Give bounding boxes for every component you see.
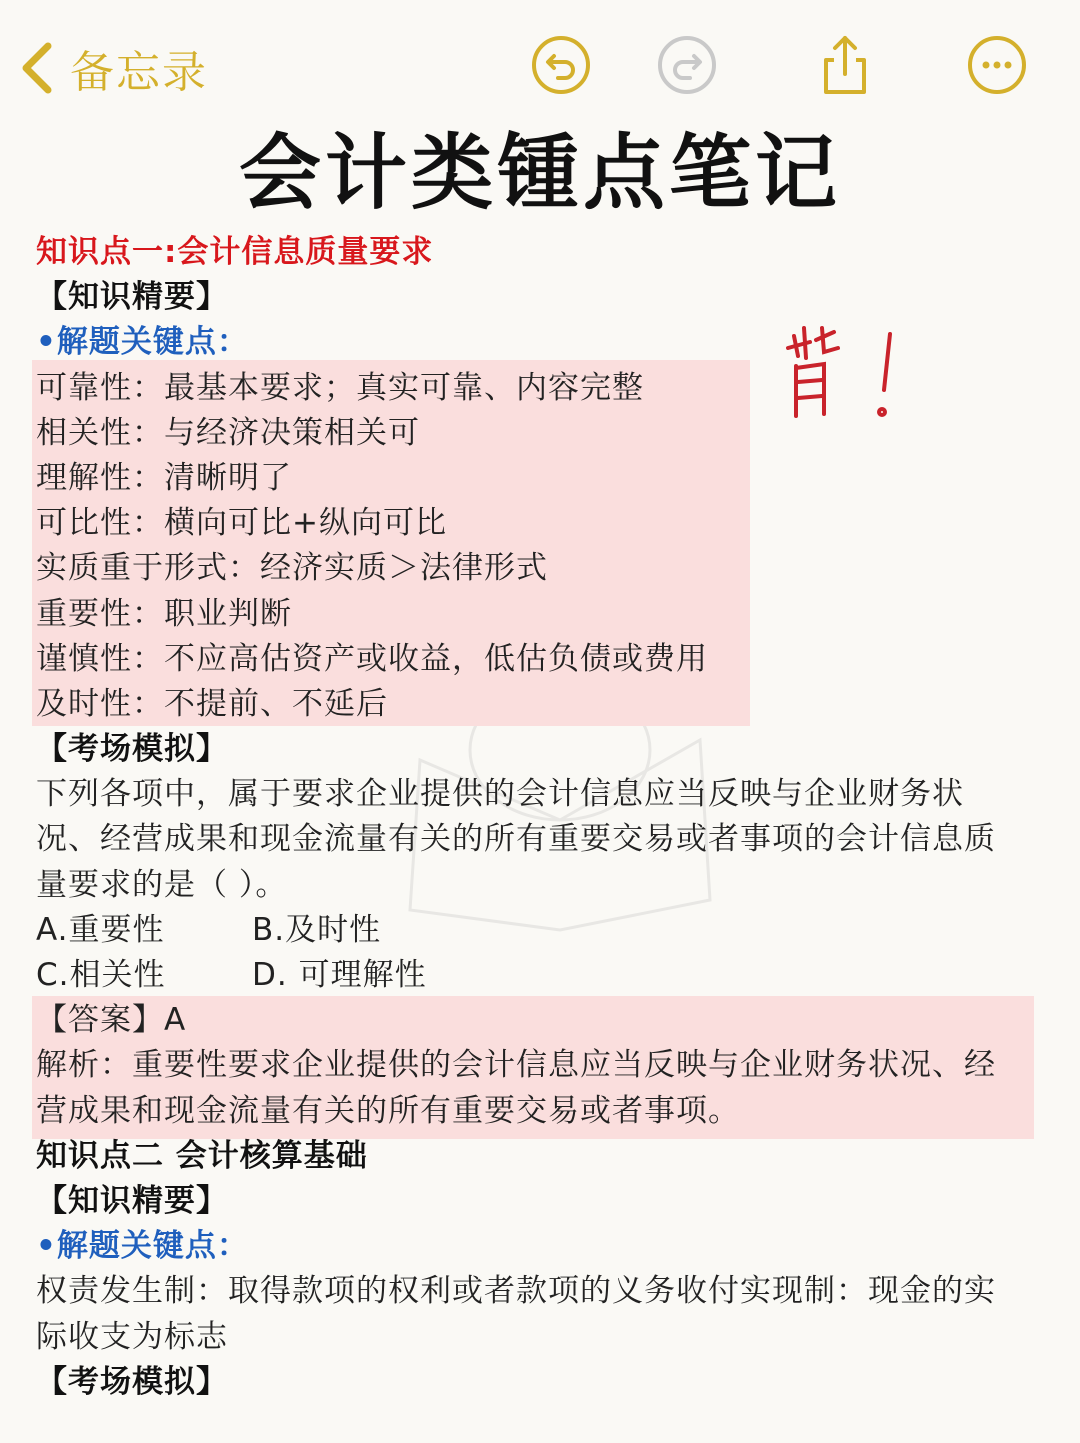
option-d: D. 可理解性 (252, 957, 427, 993)
section1-exam-label: 【考场模拟】 (36, 731, 228, 768)
undo-icon[interactable] (530, 34, 592, 96)
more-icon[interactable] (966, 34, 1028, 96)
page-title: 会计类锺点笔记 (238, 126, 841, 221)
toolbar (0, 0, 1080, 120)
option-c: C.相关性 (36, 957, 166, 993)
section1-key-label: •解题关键点： (36, 324, 249, 361)
analysis-line: 解析：重要性要求企业提供的会计信息应当反映与企业财务状况、经 (36, 1047, 996, 1084)
section1-heading: 知识点一:会计信息质量要求 (36, 234, 434, 270)
options-row (36, 908, 1036, 953)
back-label: 备忘录 (70, 47, 208, 98)
option-a: A.重要性 (36, 911, 165, 948)
key-point: 相关性：与经济决策相关可 (36, 414, 420, 451)
note-body[interactable] (36, 230, 1036, 1405)
question-line: 下列各项中，属于要求企业提供的会计信息应当反映与企业财务状 (36, 776, 964, 813)
key-point: 实质重于形式：经济实质＞法律形式 (36, 550, 548, 587)
section1-knowledge-label: 【知识精要】 (36, 279, 228, 316)
key-points-list (36, 366, 1036, 728)
options-row (36, 953, 1036, 998)
chevron-left-icon (14, 38, 62, 98)
key-point: 可靠性：最基本要求；真实可靠、内容完整 (36, 369, 644, 406)
share-icon[interactable] (814, 34, 876, 96)
question-line: 况、经营成果和现金流量有关的所有重要交易或者事项的会计信息质 (36, 821, 996, 858)
question-line: 量要求的是（ ）。 (36, 866, 288, 903)
option-b: B.及时性 (252, 911, 382, 948)
section2-heading: 知识点二 会计核算基础 (36, 1137, 368, 1174)
key-point: 重要性：职业判断 (36, 595, 292, 632)
key-point: 可比性：横向可比+纵向可比 (36, 505, 447, 542)
key-point: 及时性：不提前、不延后 (36, 685, 388, 722)
key-point: 理解性：清晰明了 (36, 459, 292, 496)
key-point: 谨慎性：不应高估资产或收益，低估负债或费用 (36, 640, 708, 677)
section2-knowledge-label: 【知识精要】 (36, 1182, 228, 1219)
section2-exam-label: 【考场模拟】 (36, 1363, 228, 1400)
section2-text-line: 际收支为标志 (36, 1318, 228, 1355)
section2-text-line: 权责发生制：取得款项的权利或者款项的义务收付实现制：现金的实 (36, 1273, 996, 1310)
analysis-line: 营成果和现金流量有关的所有重要交易或者事项。 (36, 1092, 740, 1129)
redo-icon[interactable] (656, 34, 718, 96)
back-button[interactable] (14, 36, 208, 100)
section2-key-label: •解题关键点： (36, 1228, 249, 1265)
answer-line: 【答案】A (36, 1002, 187, 1039)
